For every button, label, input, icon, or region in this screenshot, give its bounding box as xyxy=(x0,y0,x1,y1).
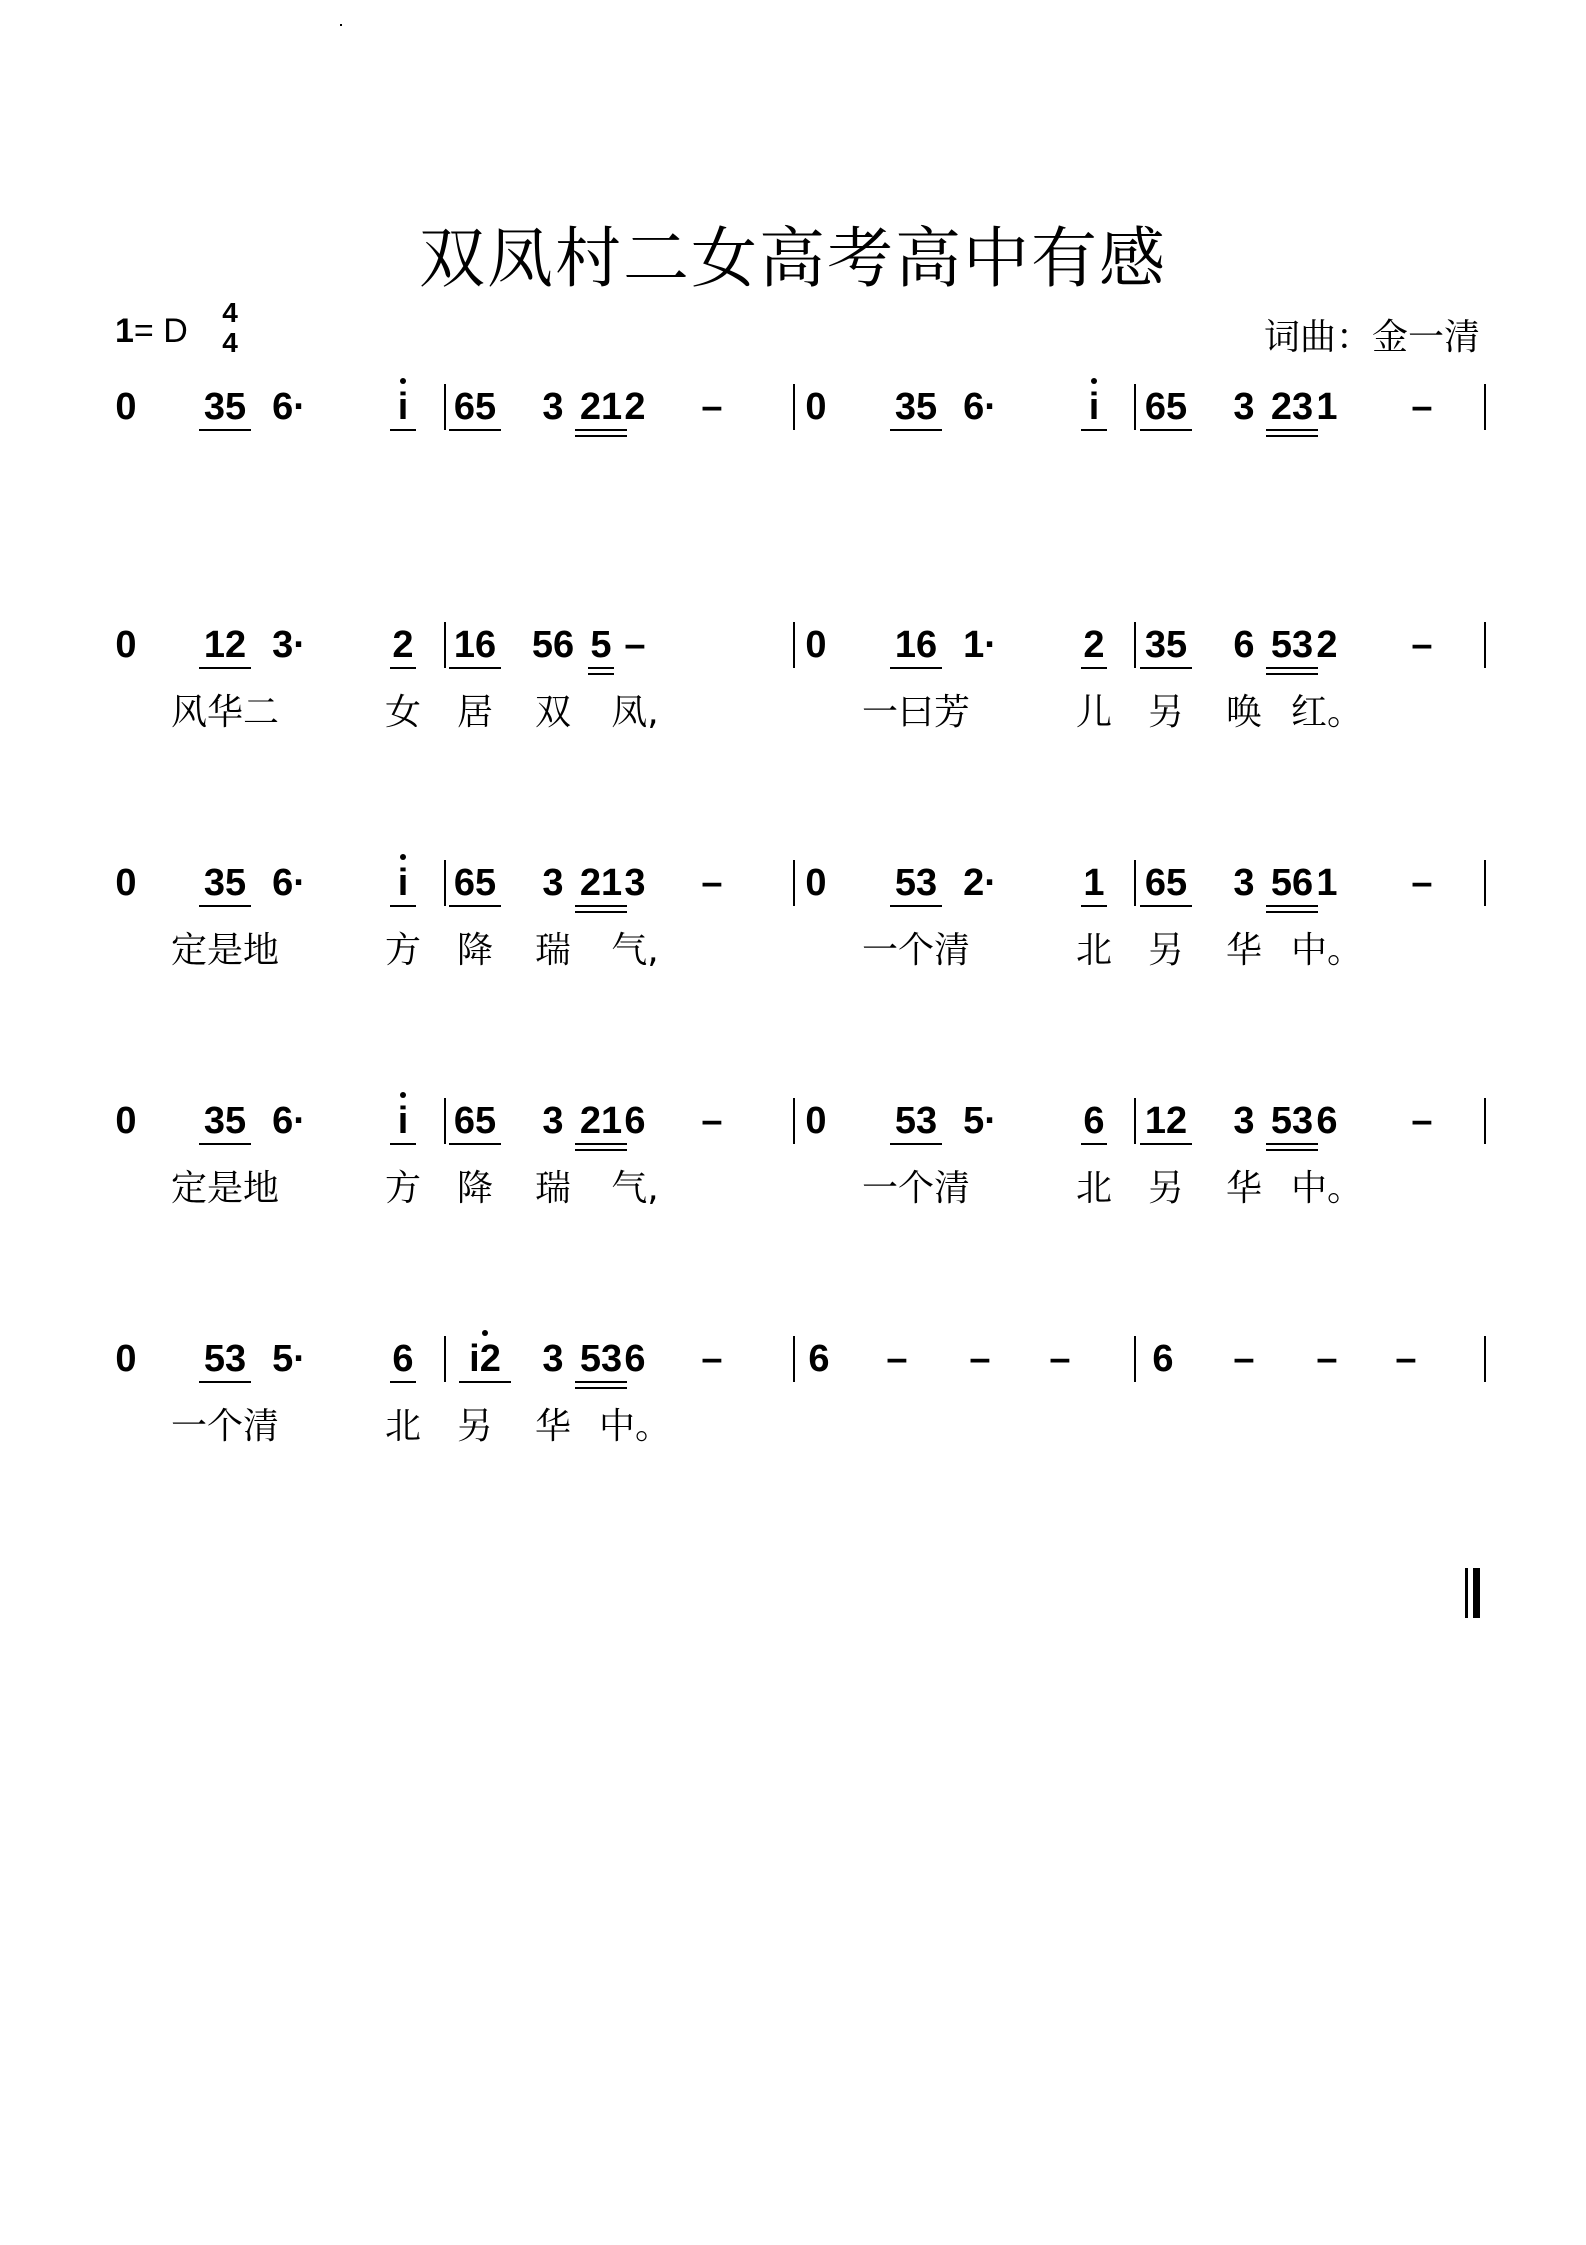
beam-underline xyxy=(199,667,251,669)
note-token: – xyxy=(701,1338,723,1380)
lyric-syllable: 降 xyxy=(456,1168,494,1209)
beam-underline xyxy=(890,429,942,431)
barline xyxy=(1484,1336,1486,1382)
note-token: 65 xyxy=(453,862,497,904)
lyric-syllable: 另 xyxy=(1147,1168,1185,1209)
note-token: 6· xyxy=(272,1100,306,1142)
note-token: 35 xyxy=(203,1100,247,1142)
beam-underline xyxy=(390,1143,416,1145)
octave-dot-high xyxy=(482,1330,488,1336)
beam-underline xyxy=(575,911,627,913)
note-token: 6 xyxy=(1316,1100,1338,1142)
note-token: 6 xyxy=(1083,1100,1105,1142)
beam-underline xyxy=(449,667,501,669)
score-system xyxy=(0,620,1586,780)
time-signature xyxy=(218,298,242,358)
lyric-syllable: 唤 xyxy=(1225,692,1263,733)
note-token: 35 xyxy=(203,862,247,904)
beam-underline xyxy=(575,1149,627,1151)
note-token: – xyxy=(1411,624,1433,666)
beam-underline xyxy=(575,435,627,437)
note-token: 5· xyxy=(963,1100,997,1142)
octave-dot-high xyxy=(400,378,406,384)
key-signature xyxy=(115,312,188,351)
note-token: 6· xyxy=(272,862,306,904)
beam-underline xyxy=(199,1143,251,1145)
note-token: – xyxy=(969,1338,991,1380)
beam-underline xyxy=(199,905,251,907)
barline xyxy=(1134,622,1136,668)
notation-row xyxy=(0,620,1586,680)
beam-underline xyxy=(390,905,416,907)
lyric-syllable: 方 xyxy=(384,930,422,971)
barline xyxy=(444,384,446,430)
beam-underline xyxy=(575,429,627,431)
lyric-syllable: 居 xyxy=(456,692,494,733)
beam-underline xyxy=(1266,911,1318,913)
note-token: 53 xyxy=(1270,624,1314,666)
lyric-syllable: 女 xyxy=(384,692,422,733)
lyric-syllable: 降 xyxy=(456,930,494,971)
lyric-syllable: 方 xyxy=(384,1168,422,1209)
lyrics-row xyxy=(0,1402,1586,1452)
beam-underline xyxy=(575,905,627,907)
lyrics-row xyxy=(0,450,1586,500)
beam-underline xyxy=(390,1381,416,1383)
beam-underline xyxy=(199,429,251,431)
beam-underline xyxy=(1140,1143,1192,1145)
barline xyxy=(1484,622,1486,668)
key-tonic: 1 xyxy=(115,312,134,350)
barline xyxy=(793,1098,795,1144)
note-token: 53 xyxy=(894,1100,938,1142)
note-token: 65 xyxy=(453,1100,497,1142)
note-token: i2 xyxy=(469,1338,501,1380)
beam-underline xyxy=(1081,905,1107,907)
barline xyxy=(444,1336,446,1382)
note-token: 16 xyxy=(453,624,497,666)
barline xyxy=(444,1098,446,1144)
note-token: 12 xyxy=(203,624,247,666)
note-token: 2 xyxy=(624,386,646,428)
beam-underline xyxy=(1266,1143,1318,1145)
lyric-syllable: 双 xyxy=(534,692,572,733)
barline xyxy=(1484,860,1486,906)
lyric-syllable: 另 xyxy=(1147,930,1185,971)
beam-underline xyxy=(588,667,614,669)
note-token: 3 xyxy=(542,862,564,904)
note-token: 3 xyxy=(542,386,564,428)
lyric-syllable: 北 xyxy=(384,1406,422,1447)
note-token: – xyxy=(1411,862,1433,904)
credit-lyricist-composer: 词曲：金一清 xyxy=(1263,317,1480,358)
beam-underline xyxy=(1266,673,1318,675)
lyric-syllable: 中。 xyxy=(598,1406,672,1447)
barline xyxy=(793,622,795,668)
lyrics-row xyxy=(0,1164,1586,1214)
octave-dot-high xyxy=(1091,378,1097,384)
lyric-syllable: 另 xyxy=(456,1406,494,1447)
note-token: 5 xyxy=(590,624,612,666)
barline xyxy=(793,384,795,430)
barline xyxy=(444,860,446,906)
beam-underline xyxy=(449,429,501,431)
note-token: 0 xyxy=(805,862,827,904)
barline xyxy=(1134,1098,1136,1144)
lyric-syllable: 气, xyxy=(611,1168,659,1209)
lyric-syllable: 定是地 xyxy=(170,930,280,971)
note-token: 3 xyxy=(1233,862,1255,904)
octave-dot-high xyxy=(400,854,406,860)
beam-underline xyxy=(1266,667,1318,669)
barline xyxy=(793,1336,795,1382)
note-token: 2 xyxy=(392,624,414,666)
note-token: 65 xyxy=(1144,386,1188,428)
note-token: 1 xyxy=(1083,862,1105,904)
lyric-syllable: 中。 xyxy=(1290,930,1364,971)
note-token: – xyxy=(624,624,646,666)
beam-underline xyxy=(199,1381,251,1383)
note-token: 2· xyxy=(963,862,997,904)
note-token: 6 xyxy=(1152,1338,1174,1380)
note-token: 6 xyxy=(624,1100,646,1142)
note-token: 3 xyxy=(542,1338,564,1380)
beam-underline xyxy=(575,1387,627,1389)
note-token: 65 xyxy=(1144,862,1188,904)
note-token: 0 xyxy=(805,386,827,428)
barline xyxy=(444,622,446,668)
notation-row xyxy=(0,1096,1586,1156)
note-token: 6· xyxy=(272,386,306,428)
note-token: 53 xyxy=(579,1338,623,1380)
note-token: 2 xyxy=(1316,624,1338,666)
barline xyxy=(1484,384,1486,430)
barline xyxy=(1134,1336,1136,1382)
note-token: 35 xyxy=(894,386,938,428)
lyric-syllable: 一个清 xyxy=(170,1406,280,1447)
score-system xyxy=(0,382,1586,542)
note-token: 5· xyxy=(272,1338,306,1380)
note-token: 35 xyxy=(203,386,247,428)
note-token: 35 xyxy=(1144,624,1188,666)
note-token: – xyxy=(1411,1100,1433,1142)
note-token: i xyxy=(397,862,409,904)
stray-dot xyxy=(340,24,342,26)
lyrics-row xyxy=(0,688,1586,738)
lyric-syllable: 瑞 xyxy=(534,930,572,971)
note-token: 0 xyxy=(115,624,137,666)
beam-underline xyxy=(890,667,942,669)
note-token: 21 xyxy=(579,1100,623,1142)
beam-underline xyxy=(890,905,942,907)
octave-dot-high xyxy=(400,1092,406,1098)
note-token: 23 xyxy=(1270,386,1314,428)
notation-row xyxy=(0,1334,1586,1394)
note-token: 3 xyxy=(1233,386,1255,428)
note-token: – xyxy=(701,862,723,904)
score-system xyxy=(0,858,1586,1018)
lyric-syllable: 另 xyxy=(1147,692,1185,733)
note-token: 0 xyxy=(805,1100,827,1142)
notation-row xyxy=(0,858,1586,918)
barline xyxy=(793,860,795,906)
note-token: – xyxy=(886,1338,908,1380)
beam-underline xyxy=(890,1143,942,1145)
note-token: 1· xyxy=(963,624,997,666)
note-token: 3 xyxy=(542,1100,564,1142)
beam-underline xyxy=(1081,667,1107,669)
notation-row xyxy=(0,382,1586,442)
lyric-syllable: 华 xyxy=(1225,1168,1263,1209)
lyric-syllable: 儿 xyxy=(1075,692,1113,733)
note-token: – xyxy=(1316,1338,1338,1380)
time-signature-bottom: 4 xyxy=(222,327,238,358)
note-token: – xyxy=(701,1100,723,1142)
beam-underline xyxy=(449,1143,501,1145)
note-token: 56 xyxy=(531,624,575,666)
lyric-syllable: 凤, xyxy=(611,692,659,733)
note-token: 21 xyxy=(579,862,623,904)
barline xyxy=(1134,860,1136,906)
note-token: – xyxy=(1395,1338,1417,1380)
song-title: 双凤村二女高考高中有感 xyxy=(419,220,1167,297)
note-token: i xyxy=(1088,386,1100,428)
note-token: 12 xyxy=(1144,1100,1188,1142)
barline xyxy=(1484,1098,1486,1144)
beam-underline xyxy=(390,429,416,431)
lyric-syllable: 风华二 xyxy=(170,692,280,733)
beam-underline xyxy=(390,667,416,669)
note-token: 0 xyxy=(115,1100,137,1142)
note-token: 16 xyxy=(894,624,938,666)
lyric-syllable: 华 xyxy=(1225,930,1263,971)
beam-underline xyxy=(588,673,614,675)
lyric-syllable: 瑞 xyxy=(534,1168,572,1209)
note-token: 3 xyxy=(1233,1100,1255,1142)
note-token: 0 xyxy=(805,624,827,666)
beam-underline xyxy=(449,905,501,907)
note-token: 53 xyxy=(894,862,938,904)
lyric-syllable: 一个清 xyxy=(861,1168,971,1209)
note-token: i xyxy=(397,386,409,428)
beam-underline xyxy=(575,1143,627,1145)
note-token: i xyxy=(397,1100,409,1142)
note-token: 0 xyxy=(115,862,137,904)
score-system xyxy=(0,1096,1586,1256)
beam-underline xyxy=(1081,1143,1107,1145)
time-signature-top: 4 xyxy=(222,297,238,328)
note-token: 2 xyxy=(1083,624,1105,666)
final-barline-thin xyxy=(1465,1568,1468,1618)
note-token: 0 xyxy=(115,386,137,428)
note-token: 6 xyxy=(808,1338,830,1380)
lyric-syllable: 红。 xyxy=(1290,692,1364,733)
beam-underline xyxy=(1081,429,1107,431)
note-token: 0 xyxy=(115,1338,137,1380)
note-token: 3· xyxy=(272,624,306,666)
key-name: = D xyxy=(133,312,188,350)
score-system xyxy=(0,1334,1586,1494)
lyric-syllable: 定是地 xyxy=(170,1168,280,1209)
beam-underline xyxy=(1266,905,1318,907)
lyrics-row xyxy=(0,926,1586,976)
note-token: 6 xyxy=(1233,624,1255,666)
note-token: 6 xyxy=(624,1338,646,1380)
lyric-syllable: 北 xyxy=(1075,1168,1113,1209)
beam-underline xyxy=(1266,429,1318,431)
beam-underline xyxy=(1140,429,1192,431)
lyric-syllable: 一曰芳 xyxy=(861,692,971,733)
note-token: 3 xyxy=(624,862,646,904)
note-token: 1 xyxy=(1316,386,1338,428)
note-token: 21 xyxy=(579,386,623,428)
note-token: – xyxy=(1233,1338,1255,1380)
lyric-syllable: 一个清 xyxy=(861,930,971,971)
beam-underline xyxy=(459,1381,511,1383)
beam-underline xyxy=(1140,905,1192,907)
beam-underline xyxy=(1140,667,1192,669)
note-token: 1 xyxy=(1316,862,1338,904)
note-token: – xyxy=(701,386,723,428)
beam-underline xyxy=(1266,1149,1318,1151)
note-token: – xyxy=(1411,386,1433,428)
note-token: 53 xyxy=(1270,1100,1314,1142)
lyric-syllable: 华 xyxy=(534,1406,572,1447)
note-token: 6 xyxy=(392,1338,414,1380)
note-token: – xyxy=(1049,1338,1071,1380)
lyric-syllable: 中。 xyxy=(1290,1168,1364,1209)
final-barline-thick xyxy=(1473,1568,1480,1618)
beam-underline xyxy=(575,1381,627,1383)
barline xyxy=(1134,384,1136,430)
beam-underline xyxy=(1266,435,1318,437)
lyric-syllable: 气, xyxy=(611,930,659,971)
note-token: 65 xyxy=(453,386,497,428)
lyric-syllable: 北 xyxy=(1075,930,1113,971)
note-token: 6· xyxy=(963,386,997,428)
note-token: 53 xyxy=(203,1338,247,1380)
note-token: 56 xyxy=(1270,862,1314,904)
